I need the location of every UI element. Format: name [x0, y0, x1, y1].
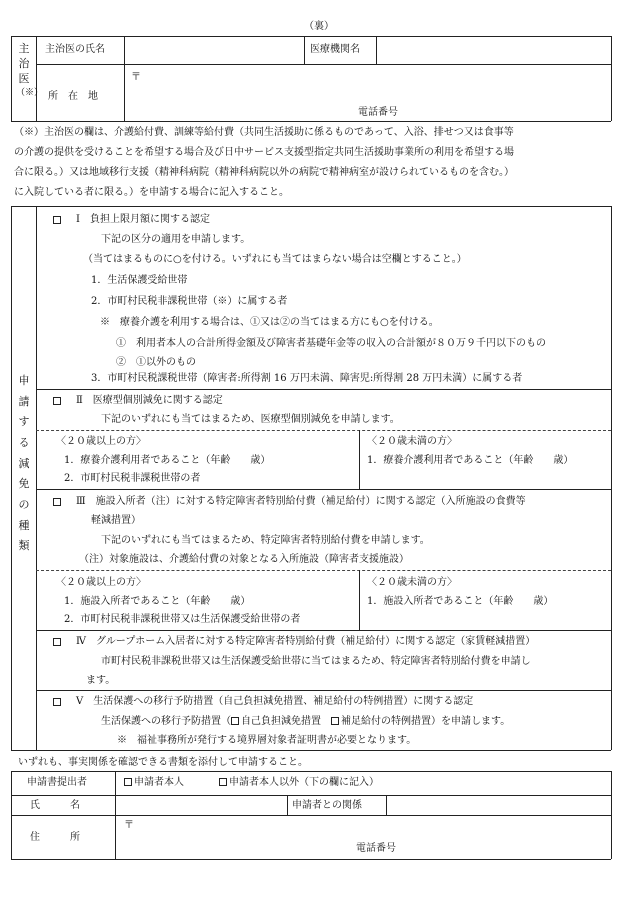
submitter-address-label: 住 所 [30, 832, 80, 843]
submitter-self-checkbox[interactable] [124, 778, 132, 786]
section-2-checkbox[interactable] [53, 397, 61, 405]
option-sub-2[interactable]: ② ①以外のもの [116, 357, 196, 368]
doctor-side-label: 主 治 医 （※） [16, 42, 44, 98]
submitter-other-checkbox[interactable] [219, 778, 227, 786]
submitter-label: 申請書提出者 [27, 777, 87, 788]
doctor-phone-label: 電話番号 [358, 107, 398, 118]
submitter-name-field[interactable] [117, 797, 285, 813]
self-burden-reduction-checkbox[interactable] [231, 717, 239, 725]
supplementary-benefit-checkbox[interactable] [331, 717, 339, 725]
section-1-checkbox[interactable] [53, 216, 61, 224]
relationship-label: 申請者との関係 [292, 800, 362, 811]
submitter-name-label: 氏 名 [30, 800, 80, 811]
doctor-postal-mark: 〒 [131, 72, 141, 83]
reduction-side-label: 申 請 す る 減 免 の 種 類 [18, 374, 30, 553]
doctor-address-field[interactable] [142, 67, 608, 105]
doctor-name-field[interactable] [126, 38, 302, 62]
option-sub-1[interactable]: ① 利用者本人の合計所得金額及び障害者基礎年金等の収入の合計額が８０万９千円以下のもの [116, 338, 546, 349]
submitter-postal-mark: 〒 [124, 820, 134, 831]
relationship-field[interactable] [388, 797, 609, 813]
option-welfare-household[interactable]: 1．生活保護受給世帯 [91, 275, 188, 286]
section-5-checkbox[interactable] [53, 698, 61, 706]
doctor-address-label: 所 在 地 [48, 91, 98, 102]
medical-institution-label: 医療機関名 [310, 44, 360, 55]
doctor-name-label: 主治医の氏名 [45, 44, 105, 55]
submitter-self-option[interactable]: 申請者本人 [124, 777, 184, 789]
page-side-label: （裏） [304, 21, 334, 32]
section-3-checkbox[interactable] [53, 498, 61, 506]
submitter-phone-label: 電話番号 [356, 843, 396, 854]
submitter-address-field[interactable] [136, 818, 608, 840]
attachment-note: いずれも、事実関係を確認できる書類を添付して申請すること。 [18, 757, 308, 768]
application-form-back-page: （裏） 主 治 医 （※） 主治医の氏名 医療機関名 所 在 地 〒 電話番号 （※）主治医の欄は、介護給付費、訓練等給付費（共同生活援助に係るものであって、入浴、排せつ又は食事等 の介護の提供を受けることを希望する場合及び日中サービス支援型指定共同生活援助事業所の利用を希望する場 合に限る。）又は地域移行支援（精神科病院（精神科病院以外の病院で精神病室が設けられているものを含む。） に入院している者に限る。）を申請する場合に記入すること。 申 請 す る 減 免 の 種 類 Ⅰ 負担上限月額に関する認定 下記の区分の適用を申請します。 （当てはまるものに○を付ける。いずれにも当てはまらない場合は空欄とすること。） 1．生活保護受給世帯 2．市町村民税非課税世帯（※）に属する者 ※ 療養介護を利用する場合は、①又は②の当てはまる方にも○を付ける。 ① 利用者本人の合計所得金額及び障害者基礎年金等の収入の合計額が８０万９千円以下のもの ② ①以外のもの 3．市町村民税課税世帯（障害者:所得割 16 万円未満、障害児:所得割 28 万円未満）に属する者 Ⅱ 医療型個別減免に関する認定 下記のいずれにも当てはまるため、医療型個別減免を申請します。 〈２０歳以上の方〉 1．療養介護利用者であること（年齢 歳） 2．市町村民税非課税世帯の者 〈２０歳未満の方〉 1．療養介護利用者であること（年齢 歳） Ⅲ 施設入所者（注）に対する特定障害者特別給付費（補足給付）に関する認定（入所施設の食費等 軽減措置） 下記のいずれにも当てはまるため、特定障害者特別給付費を申請します。 （注）対象施設は、介護給付費の対象となる入所施設（障害者支援施設） 〈２０歳以上の方〉 1．施設入所者であること（年齢 歳） 2．市町村民税非課税世帯又は生活保護受給世帯の者 〈２０歳未満の方〉 1．施設入所者であること（年齢 歳） Ⅳ グループホーム入居者に対する特定障害者特別給付費（補足給付）に関する認定（家賃軽減措置） 市町村民税非課税世帯又は生活保護受給世帯に当てはまるため、特定障害者特別給付費を申請し ます。 Ⅴ 生活保護への移行予防措置（自己負担減免措置、補足給付の特例措置）に関する認定 生活保護への移行予防措置（ 自己負担減免措置 補足給付の特例措置）を申請します。 ※ 福祉事務所が発行する境界層対象者証明書が必要となります。 いずれも、事実関係を確認できる書類を添付して申請すること。 申請書提出者 申請者本人 申請者本人以外（下の欄に記入） 氏 名 申請者との関係 住 所 〒 電話番号 [0, 0, 630, 903]
submitter-other-option[interactable]: 申請者本人以外（下の欄に記入） [219, 777, 379, 789]
option-tax-exempt-household[interactable]: 2．市町村民税非課税世帯（※）に属する者 [91, 296, 288, 307]
section-4-checkbox[interactable] [53, 638, 61, 646]
medical-institution-field[interactable] [378, 38, 609, 62]
section-5-options: 生活保護への移行予防措置（ 自己負担減免措置 補足給付の特例措置）を申請します。 [101, 716, 511, 727]
option-taxed-household[interactable]: 3．市町村民税課税世帯（障害者:所得割 16 万円未満、障害児:所得割 28 万円未満）に属する者 [91, 373, 523, 384]
